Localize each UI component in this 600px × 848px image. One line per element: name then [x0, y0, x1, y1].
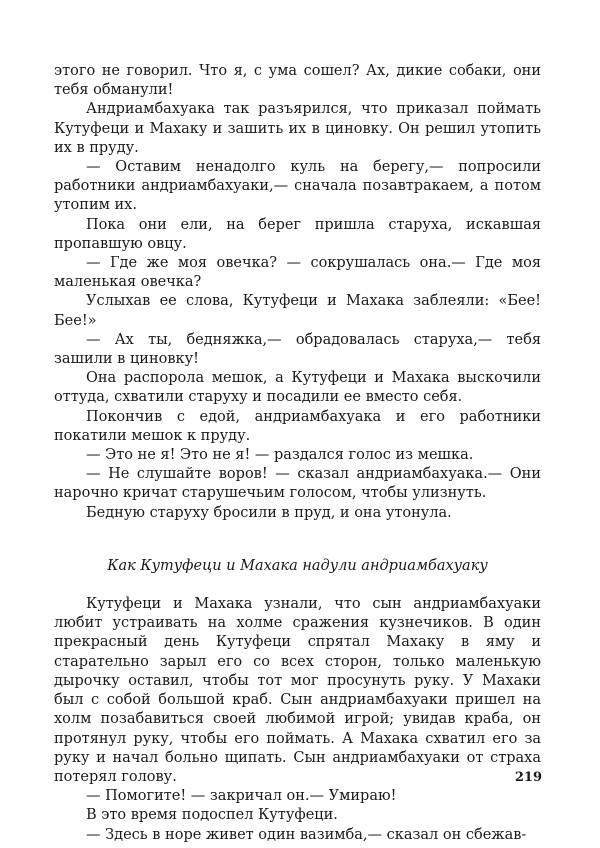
paragraph: Покончив с едой, андриамбахуака и его работники покатили мешок к пруду. [54, 408, 541, 444]
paragraph: Она распорола мешок, а Кутуфеци и Махака выскочили оттуда, схватили старуху и посадили ее вместо себя. [54, 370, 541, 406]
paragraph: — Не слушайте воров! — сказал андриамбахуака.— Они нарочно кричат старушечьим голосом, чтобы улизнуть. [54, 466, 541, 502]
paragraph: — Оставим ненадолго куль на берегу,— попросили работники андриамбахуаки,— сначала позавтракаем, а потом утопим их. [54, 159, 541, 214]
paragraph: Бедную старуху бросили в пруд, и она утонула. [86, 504, 452, 521]
paragraph: — Здесь в норе живет один вазимба,— сказал он сбежав- [86, 826, 527, 843]
paragraph: Андриамбахуака так разъярился, что приказал поймать Кутуфеци и Махаку и зашить их в циновку. Он решил утопить их в пруду. [54, 101, 541, 156]
paragraph: Услыхав ее слова, Кутуфеци и Махака заблеяли: «Бее! Бее!» [54, 293, 541, 329]
paragraph: — Ах ты, бедняжка,— обрадовалась старуха,— тебя зашили в циновку! [54, 331, 541, 368]
paragraph: Кутуфеци и Махака узнали, что сын андриамбахуаки любит устраивать на холме сражения кузнечиков. В один прекрасный день Кутуфеци спрятал Махаку в яму и старательно зарыл его со всех сторон, только маленькую дырочку оставил, чтобы тот мог просунуть руку. У Махаки был с собой большой краб. Сын андриамбахуаки пришел на холм позабавиться своей любимой игрой; увидав краба, он протянул руку, чтобы его поймать. А Махака схватил его за руку и начал больно щипать. Сын андриамбахуаки от страха потерял голову. [54, 596, 541, 785]
page-body [54, 62, 541, 845]
paragraph: этого не говорил. Что я, с ума сошел? Ах, дикие собаки, они тебя обманули! [54, 63, 541, 99]
page-number: 219 [514, 770, 542, 785]
section-heading: Как Кутуфеци и Махака надули андриамбахуаку [107, 557, 488, 574]
paragraph: — Помогите! — закричал он.— Умираю! [86, 788, 397, 805]
paragraph: В это время подоспел Кутуфеци. [86, 807, 338, 824]
paragraph: — Это не я! Это не я! — раздался голос из мешка. [86, 447, 474, 464]
paragraph: — Где же моя овечка? — сокрушалась она.— Где моя маленькая овечка? [54, 255, 541, 291]
paragraph: Пока они ели, на берег пришла старуха, искавшая пропавшую овцу. [54, 216, 541, 252]
